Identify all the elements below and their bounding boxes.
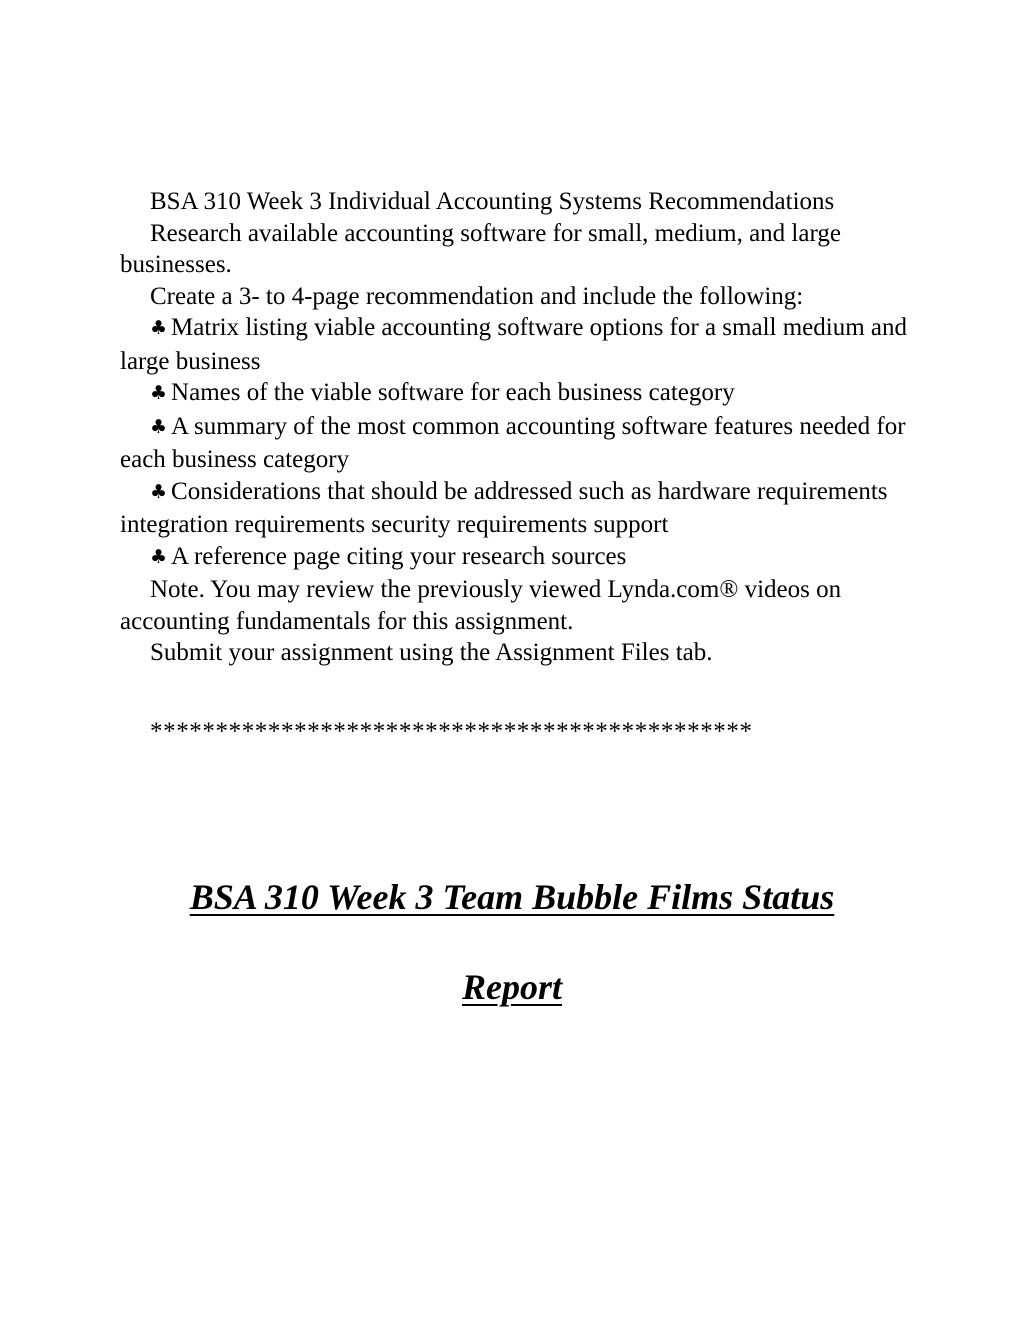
bullet-text: Names of the viable software for each business category xyxy=(171,379,735,406)
bullet-text: A summary of the most common accounting software features needed for each business category xyxy=(120,412,906,473)
paragraph-submit: Submit your assignment using the Assignment Files tab. xyxy=(150,639,713,666)
bullet-text: A reference page citing your research sources xyxy=(171,542,627,570)
paragraph-title: BSA 310 Week 3 Individual Accounting Systems Recommendations xyxy=(150,188,835,215)
bullet-item-reference xyxy=(120,541,910,575)
document-body xyxy=(120,186,910,669)
section-heading-line1: BSA 310 Week 3 Team Bubble Films Status xyxy=(189,877,835,917)
club-bullet-icon: ♣ xyxy=(150,545,168,568)
club-bullet-icon: ♣ xyxy=(150,317,168,339)
club-bullet-icon: ♣ xyxy=(150,415,168,438)
bullet-item-summary xyxy=(120,411,910,476)
paragraph-research: Research available accounting software for small, medium, and large businesses. xyxy=(120,219,841,278)
bullet-item-considerations xyxy=(120,476,910,541)
separator-line: ********************************************** xyxy=(150,718,753,745)
club-bullet-icon: ♣ xyxy=(150,382,168,404)
section-heading-line2: Report xyxy=(461,967,562,1007)
paragraph-note: Note. You may review the previously viewed Lynda.com® videos on accounting fundamentals for this assignment. xyxy=(120,576,842,635)
bullet-text: Considerations that should be addressed such as hardware requirements integration requirements security requirements support xyxy=(120,477,888,538)
bullet-item-matrix xyxy=(120,312,910,377)
bullet-item-names xyxy=(120,377,910,411)
club-bullet-icon: ♣ xyxy=(150,480,168,503)
paragraph-create: Create a 3- to 4-page recommendation and include the following: xyxy=(150,282,804,310)
bullet-text: Matrix listing viable accounting software options for a small medium and large business xyxy=(120,314,907,375)
